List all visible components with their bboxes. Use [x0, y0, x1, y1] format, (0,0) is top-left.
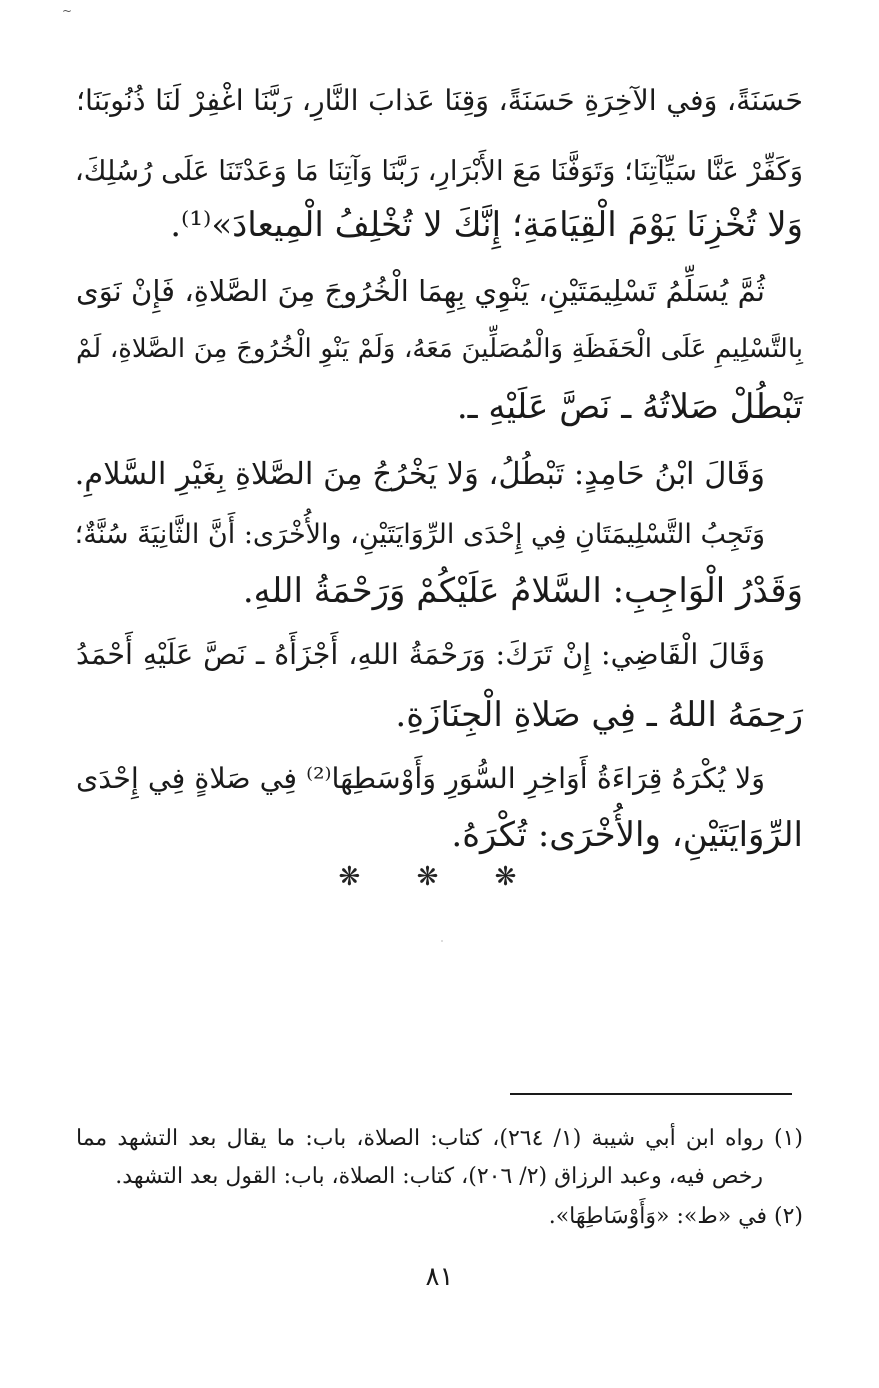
body-line: حَسَنَةً، وَفي الآخِرَةِ حَسَنَةً، وَقِنَا عَذابَ النَّارِ، رَبَّنَا اغْفِرْ لَنَا ذُنُوبَنَا؛	[76, 84, 803, 117]
body-line: وَكَفِّرْ عَنَّا سَيِّآتِنَا؛ وَتَوَفَّنَا مَعَ الأَبْرَارِ، رَبَّنَا وَآتِنَا مَا وَعَدْتَنَا عَلَى رُسُلِكَ،	[74, 155, 803, 187]
body-line: وَتَجِبُ التَّسْلِيمَتَانِ فِي إِحْدَى الرِّوَايَتَيْنِ، والأُخْرَى: أَنَّ الثَّانِيَةَ سُنَّةٌ؛	[74, 519, 765, 550]
body-line: وَلا تُخْزِنَا يَوْمَ الْقِيَامَةِ؛ إِنَّكَ لا تُخْلِفُ الْمِيعادَ»⁽¹⁾.	[170, 205, 803, 245]
body-line: ثُمَّ يُسَلِّمُ تَسْلِيمَتَيْنِ، يَنْوِي بِهِمَا الْخُرُوجَ مِنَ الصَّلاةِ، فَإِنْ نَوَى	[76, 274, 765, 308]
body-line: الرِّوَايَتَيْنِ، والأُخْرَى: تُكْرَهُ.	[451, 815, 803, 855]
body-line: وَقَالَ ابْنُ حَامِدٍ: تَبْطُلُ، وَلا يَخْرُجُ مِنَ الصَّلاةِ بِغَيْرِ السَّلامِ.	[74, 457, 765, 492]
body-line: تَبْطُلْ صَلاتُهُ ـ نَصَّ عَلَيْهِ ـ.	[456, 387, 803, 427]
footnote-line: (٢) في «ط»: «وَأَوْسَاطِهَا».	[548, 1204, 803, 1229]
section-separator: ❋ ❋ ❋	[338, 862, 541, 892]
body-line: وَقَالَ الْقَاضِي: إِنْ تَرَكَ: وَرَحْمَةُ اللهِ، أَجْزَأَهُ ـ نَصَّ عَلَيْهِ أَحْمَدُ	[76, 638, 765, 671]
footnote-rule	[510, 1093, 792, 1095]
body-line: وَلا يُكْرَهُ قِرَاءَةُ أَوَاخِرِ السُّوَرِ وَأَوْسَطِهَا⁽²⁾ فِي صَلاةٍ فِي إِحْدَى	[76, 762, 765, 795]
body-line: رَحِمَهُ اللهُ ـ فِي صَلاةِ الْجِنَازَةِ.	[395, 695, 803, 735]
body-line: وَقَدْرُ الْوَاجِبِ: السَّلامُ عَلَيْكُمْ وَرَحْمَةُ اللهِ.	[242, 571, 803, 611]
body-line: بِالتَّسْلِيمِ عَلَى الْحَفَظَةِ وَالْمُصَلِّينَ مَعَهُ، وَلَمْ يَنْوِ الْخُرُوجَ مِنَ الصَّلاةِ، لَمْ	[76, 334, 803, 364]
footnote-line: رخص فيه، وعبد الرزاق (٢/ ٢٠٦)، كتاب: الصلاة، باب: القول بعد التشهد.	[115, 1164, 763, 1189]
footnote-line: (١) رواه ابن أبي شيبة (١/ ٢٦٤)، كتاب: الصلاة، باب: ما يقال بعد التشهد مما	[76, 1126, 803, 1151]
corner-mark: ~	[62, 4, 73, 18]
page-number: ٨١	[425, 1262, 454, 1292]
scan-speck	[441, 940, 443, 942]
